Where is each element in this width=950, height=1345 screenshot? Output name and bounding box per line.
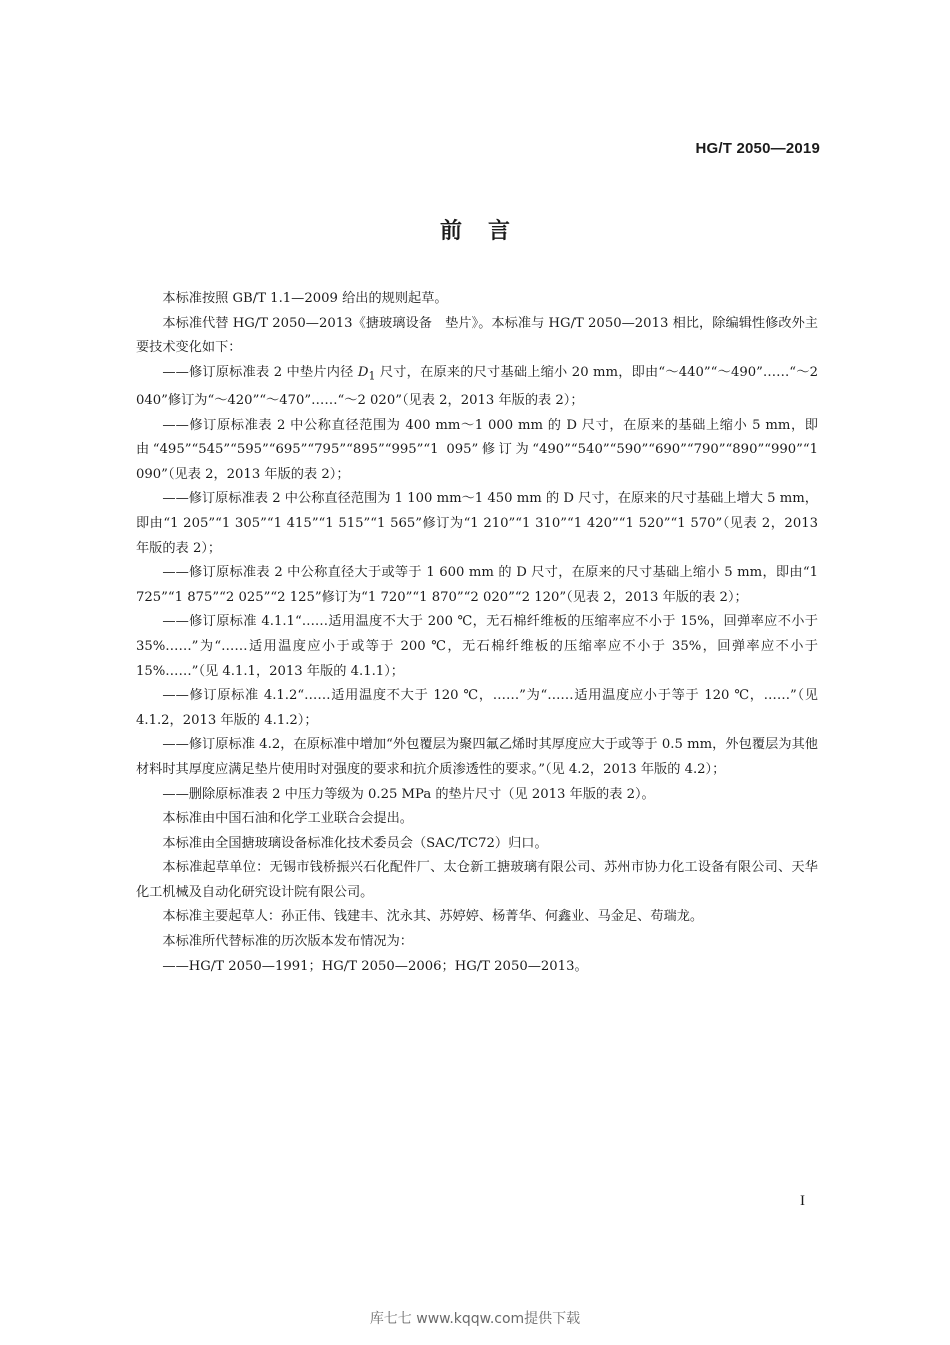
- change-item: ——修订原标准 4.2，在原标准中增加“外包覆层为聚四氟乙烯时其厚度应大于或等于 0.5 mm，外包覆层为其他材料时其厚度应满足垫片使用时对强度的要求和抗介质渗透性的要求。”（见 4.2，2013 年版的 4.2）；: [136, 737, 818, 777]
- paragraph: 本标准主要起草人：孙正伟、钱建丰、沈永其、苏婷婷、杨菁华、何鑫业、马金足、苟瑞龙。: [162, 909, 704, 925]
- change-item: ——修订原标准表 2 中公称直径大于或等于 1 600 mm 的 D 尺寸，在原来的尺寸基础上缩小 5 mm，即由“1 725”“1 875”“2 025”“2 125”修订为“1 720”“1 870”“2 020”“2 120”（见表 2，2013 年版的表 2）；: [136, 565, 818, 605]
- history-list: ——HG/T 2050—1991；HG/T 2050—2006；HG/T 2050—2013。: [162, 958, 588, 974]
- dimension-subscript: 1: [368, 369, 376, 383]
- dimension-symbol: D: [357, 364, 369, 380]
- change-item: ——删除原标准表 2 中压力等级为 0.25 MPa 的垫片尺寸（见 2013 年版的表 2）。: [162, 786, 655, 802]
- change-item: [136, 361, 818, 414]
- change-item-text: ——修订原标准表 2 中垫片内径: [162, 364, 358, 380]
- paragraph: 本标准起草单位：无锡市钱桥振兴石化配件厂、太仓新工搪玻璃有限公司、苏州市协力化工设备有限公司、天华化工机械及自动化研究设计院有限公司。: [136, 860, 818, 900]
- download-watermark: 库七七 www.kqqw.com提供下载: [369, 1311, 581, 1327]
- paragraph: 本标准由全国搪玻璃设备标准化技术委员会（SAC/TC72）归口。: [162, 835, 548, 851]
- paragraph: 本标准按照 GB/T 1.1—2009 给出的规则起草。: [162, 291, 448, 306]
- change-item: ——修订原标准表 2 中公称直径范围为 400 mm～1 000 mm 的 D 尺寸，在原来的基础上缩小 5 mm，即由“495”“545”“595”“695”“795”“895”“995”“1 095”修订为“490”“540”“590”“690”“790”“890”“990”“1 090”（见表 2，2013 年版的表 2）；: [136, 417, 818, 482]
- paragraph: 本标准由中国石油和化学工业联合会提出。: [162, 811, 413, 827]
- change-item: ——修订原标准 4.1.1“……适用温度不大于 200 ℃，无石棉纤维板的压缩率应不小于 15%，回弹率应不小于 35%……”为“……适用温度应小于或等于 200 ℃，无石棉纤维板的压缩率应不小于 35%，回弹率应不小于 15%……”（见 4.1.1，2013 年版的 4.1.1）；: [136, 614, 818, 679]
- standard-code: HG/T 2050—2019: [695, 140, 820, 157]
- foreword-body: [136, 287, 818, 979]
- change-item-text: 尺寸，在原来的尺寸基础上缩小 20 mm，即由“～440”“～490”……“～2 040”修订为“～420”“～470”……“～2 020”（见表 2，2013 年版的表 2）；: [136, 364, 819, 409]
- paragraph: 本标准代替 HG/T 2050—2013《搪玻璃设备 垫片》。本标准与 HG/T 2050—2013 相比，除编辑性修改外主要技术变化如下：: [136, 315, 818, 356]
- change-item: ——修订原标准 4.1.2“……适用温度不大于 120 ℃，……”为“……适用温度应小于等于 120 ℃，……”（见 4.1.2，2013 年版的 4.1.2）；: [136, 688, 818, 728]
- change-item: ——修订原标准表 2 中公称直径范围为 1 100 mm～1 450 mm 的 D 尺寸，在原来的尺寸基础上增大 5 mm，即由“1 205”“1 305”“1 415”“1 515”“1 565”修订为“1 210”“1 310”“1 420”“1 520”“1 570”（见表 2，2013 年版的表 2）；: [136, 491, 818, 556]
- page-title: 前言: [439, 219, 536, 244]
- page-number: I: [800, 1193, 805, 1209]
- paragraph: 本标准所代替标准的历次版本发布情况为：: [162, 934, 413, 950]
